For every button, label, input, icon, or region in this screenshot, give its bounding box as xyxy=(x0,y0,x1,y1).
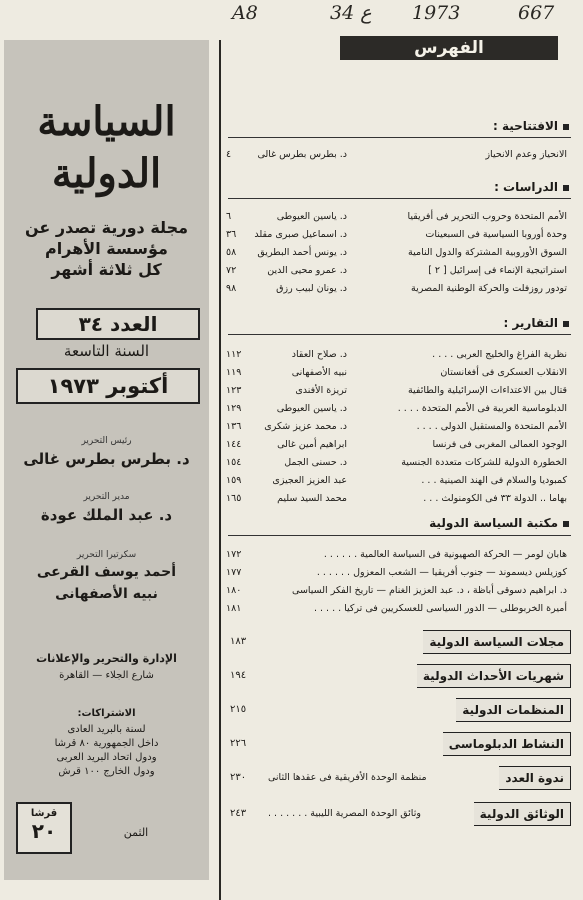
toc-row-title: الانقلاب العسكرى فى أفغانستان xyxy=(440,367,567,378)
bullet-icon xyxy=(563,124,569,130)
section-rule xyxy=(228,334,571,335)
toc-row xyxy=(226,228,567,242)
toc-row-page: ١٨١ xyxy=(226,603,242,614)
toc-row-title: وحدة أوروبا السياسية فى السبعينات xyxy=(425,229,567,240)
toc-row-author: د. ياسين العيوطى xyxy=(276,403,347,414)
subscriptions-line-3: ودول اتحاد البريد العربى xyxy=(56,752,157,763)
section-documents-page: ٢٤٣ xyxy=(230,808,247,819)
toc-row-page: ١١٩ xyxy=(226,367,242,378)
issue-date-box: أكتوبر ١٩٧٣ xyxy=(16,368,200,404)
toc-row-author: د. ياسين العيوطى xyxy=(276,211,347,222)
toc-row-page: ١٦٥ xyxy=(226,493,242,504)
toc-row xyxy=(226,348,567,362)
toc-row xyxy=(226,492,567,506)
toc-row-page: ١٥٤ xyxy=(226,457,242,468)
toc-row xyxy=(226,566,567,580)
section-symposium-page: ٢٣٠ xyxy=(230,772,247,783)
toc-row xyxy=(226,402,567,416)
price-value: ٢٠ xyxy=(31,819,57,843)
toc-row xyxy=(226,210,567,224)
toc-row-page: ٧٢ xyxy=(226,265,237,276)
section-organizations: المنظمات الدولية xyxy=(456,698,571,722)
toc-row-author: تريزة الأفندى xyxy=(295,385,347,396)
section-studies xyxy=(494,180,569,194)
subscriptions-title: الاشتراكات: xyxy=(77,708,136,719)
toc-row xyxy=(226,602,567,616)
toc-row-title: الأمم المتحدة والمستقبل الدولى . . . . xyxy=(416,421,567,432)
toc-row-author: عبد العزيز العجيزى xyxy=(272,475,347,486)
toc-row-page: ١٢٣ xyxy=(226,385,242,396)
toc-row-title: استراتيجية الإنماء فى إسرائيل [ ٢ ] xyxy=(428,265,567,276)
toc-row-title: الانحياز وعدم الانحياز xyxy=(485,149,567,160)
toc-row xyxy=(226,366,567,380)
magazine-title-line1: السياسة xyxy=(37,98,176,145)
page-divider xyxy=(219,40,221,900)
bullet-icon xyxy=(563,321,569,327)
toc-row-page: ١٧٧ xyxy=(226,567,242,578)
toc-row-title: السوق الأوروبية المشتركة والدول النامية xyxy=(408,247,567,258)
section-library xyxy=(429,516,569,530)
manager-role: مدير التحرير xyxy=(83,492,130,502)
toc-row-page: ١٥٩ xyxy=(226,475,242,486)
toc-row xyxy=(226,246,567,260)
toc-row-author: محمد السيد سليم xyxy=(277,493,347,504)
section-symposium: ندوة العدد xyxy=(499,766,571,790)
section-label: مكتبة السياسة الدولية xyxy=(429,516,558,530)
secretary-2: نبيه الأصفهانى xyxy=(55,586,158,602)
toc-row xyxy=(226,384,567,398)
toc-row-page: ٤ xyxy=(226,149,232,160)
bullet-icon xyxy=(563,521,569,527)
magazine-description-1: مجلة دورية تصدر عن xyxy=(24,218,188,237)
toc-row-author: د. محمد عزيز شكرى xyxy=(264,421,347,432)
toc-row xyxy=(226,456,567,470)
toc-row xyxy=(226,148,567,162)
toc-row-page: ٣٦ xyxy=(226,229,237,240)
bullet-icon xyxy=(563,185,569,191)
magazine-title-line2: الدولية xyxy=(51,150,162,197)
toc-row xyxy=(226,264,567,278)
toc-row-author: د. عمرو محيى الدين xyxy=(267,265,347,276)
section-diplomatic-activity-page: ٢٢٦ xyxy=(230,738,247,749)
magazine-description-3: كل ثلاثة أشهر xyxy=(51,260,162,279)
toc-row-author: د. اسماعيل صبرى مقلد xyxy=(254,229,347,240)
secretary-1: أحمد يوسف القرعى xyxy=(36,564,177,580)
toc-row-title: كوزيلس ديسموند — جنوب أفريقيا — الشعب المعزول . . . . . . xyxy=(316,567,567,578)
issue-year: السنة التاسعة xyxy=(63,342,150,360)
toc-row-author: نبيه الأصفهانى xyxy=(291,367,347,378)
toc-row-page: ٩٨ xyxy=(226,283,237,294)
toc-row-title: الأمم المتحدة وحروب التحرير فى أفريقيا xyxy=(407,211,567,222)
toc-row-author: د. بطرس بطرس غالى xyxy=(257,149,347,160)
section-journals-page: ١٨٣ xyxy=(230,636,247,647)
toc-row-author: د. حسنى الجمل xyxy=(284,457,347,468)
toc-banner: الفهرس xyxy=(340,36,558,60)
toc-row-title: بهاما .. الدولة ٣٣ فى الكومنولث . . . xyxy=(423,493,567,504)
toc-row-author: د. يونان لبيب رزق xyxy=(276,283,347,294)
toc-row-title: الخطورة الدولية للشركات متعددة الجنسية xyxy=(401,457,567,468)
section-monthly-events: شهريات الأحداث الدولية xyxy=(417,664,571,688)
handwritten-note-a8: A8 xyxy=(232,2,258,24)
section-label: التقارير : xyxy=(503,316,558,330)
issue-number-box: العدد ٣٤ xyxy=(36,308,200,340)
section-journals: مجلات السياسة الدولية xyxy=(423,630,571,654)
section-documents-subtitle: وثائق الوحدة المصرية الليبية . . . . . . . xyxy=(268,808,421,819)
toc-row-page: ١٢٩ xyxy=(226,403,242,414)
price-label: الثمن xyxy=(123,826,149,839)
toc-row xyxy=(226,438,567,452)
toc-row-title: د. ابراهيم دسوقى أباظة ، د. عبد العزيز الغنام — تاريخ الفكر السياسى xyxy=(292,585,567,596)
handwritten-note-year: 1973 xyxy=(412,2,461,24)
toc-row-author: د. صلاح العقاد xyxy=(291,349,347,360)
toc-row-page: ١٨٠ xyxy=(226,585,242,596)
toc-row xyxy=(226,474,567,488)
magazine-description-2: مؤسسة الأهرام xyxy=(45,239,168,258)
toc-row-author: ابراهيم أمين غالى xyxy=(277,439,347,450)
toc-row-title: أميرة الخربوطلى — الدور السياسى للعسكريين فى تركيا . . . . . xyxy=(313,603,567,614)
toc-row xyxy=(226,584,567,598)
section-documents: الوثائق الدولية xyxy=(474,802,571,826)
toc-row-title: الوجود العمالى المغربى فى فرنسا xyxy=(432,439,567,450)
toc-row-title: قتال بين الاعتداءات الإسرائيلية والطائفية xyxy=(407,385,567,396)
handwritten-note-issue: 34 ع xyxy=(330,2,372,24)
section-editorial xyxy=(493,119,569,133)
admin-line: الإدارة والتحرير والإعلانات xyxy=(36,652,177,665)
section-monthly-events-page: ١٩٤ xyxy=(230,670,247,681)
cover-panel xyxy=(4,40,209,880)
section-reports xyxy=(503,316,569,330)
toc-row xyxy=(226,420,567,434)
toc-row-page: ٦ xyxy=(226,211,232,222)
toc-row-page: ١٧٢ xyxy=(226,549,242,560)
subscriptions-line-4: ودول الخارج ١٠٠ قرش xyxy=(58,766,155,777)
toc-row-title: الدبلوماسية العربية فى الأمم المتحدة . . . . xyxy=(397,403,567,414)
manager-name: د. عبد الملك عودة xyxy=(40,506,173,524)
section-organizations-page: ٢١٥ xyxy=(230,704,247,715)
price-unit: قرشا xyxy=(30,808,58,819)
section-diplomatic-activity: النشاط الدبلوماسى xyxy=(443,732,571,756)
editor-name: د. بطرس بطرس غالى xyxy=(23,450,190,468)
section-symposium-subtitle: منظمة الوحدة الأفريقية فى عقدها الثانى xyxy=(268,772,427,783)
price-box xyxy=(16,802,72,854)
section-rule xyxy=(228,137,571,138)
section-label: الافتتاحية : xyxy=(492,119,558,133)
toc-row-title: تودور روزفلت والحركة الوطنية المصرية xyxy=(411,283,567,294)
toc-row-title: نظرية الفراغ والخليج العربى . . . . xyxy=(432,349,567,360)
section-rule xyxy=(228,535,571,536)
toc-row-title: كمبوديا والسلام فى الهند الصينية . . . xyxy=(421,475,567,486)
editor-role: رئيس التحرير xyxy=(81,436,132,446)
toc-row-author: د. يونس أحمد البطريق xyxy=(257,247,347,258)
handwritten-note-number: 667 xyxy=(518,2,555,24)
toc-row-title: هابان لومر — الحركة الصهيونية فى السياسة العالمية . . . . . . xyxy=(323,549,567,560)
toc-row xyxy=(226,548,567,562)
subscriptions-line-2: داخل الجمهورية ٨٠ قرشا xyxy=(54,738,159,749)
toc-row-page: ١١٢ xyxy=(226,349,242,360)
toc-row-page: ١٣٦ xyxy=(226,421,242,432)
toc-row xyxy=(226,282,567,296)
toc-row-page: ١٤٤ xyxy=(226,439,242,450)
address: شارع الجلاء — القاهرة xyxy=(59,670,154,681)
section-rule xyxy=(228,198,571,199)
secretaries-role: سكرتيرا التحرير xyxy=(76,550,137,560)
toc-row-page: ٥٨ xyxy=(226,247,237,258)
subscriptions-line-1: لسنة بالبريد العادى xyxy=(67,724,146,735)
section-label: الدراسات : xyxy=(494,180,558,194)
